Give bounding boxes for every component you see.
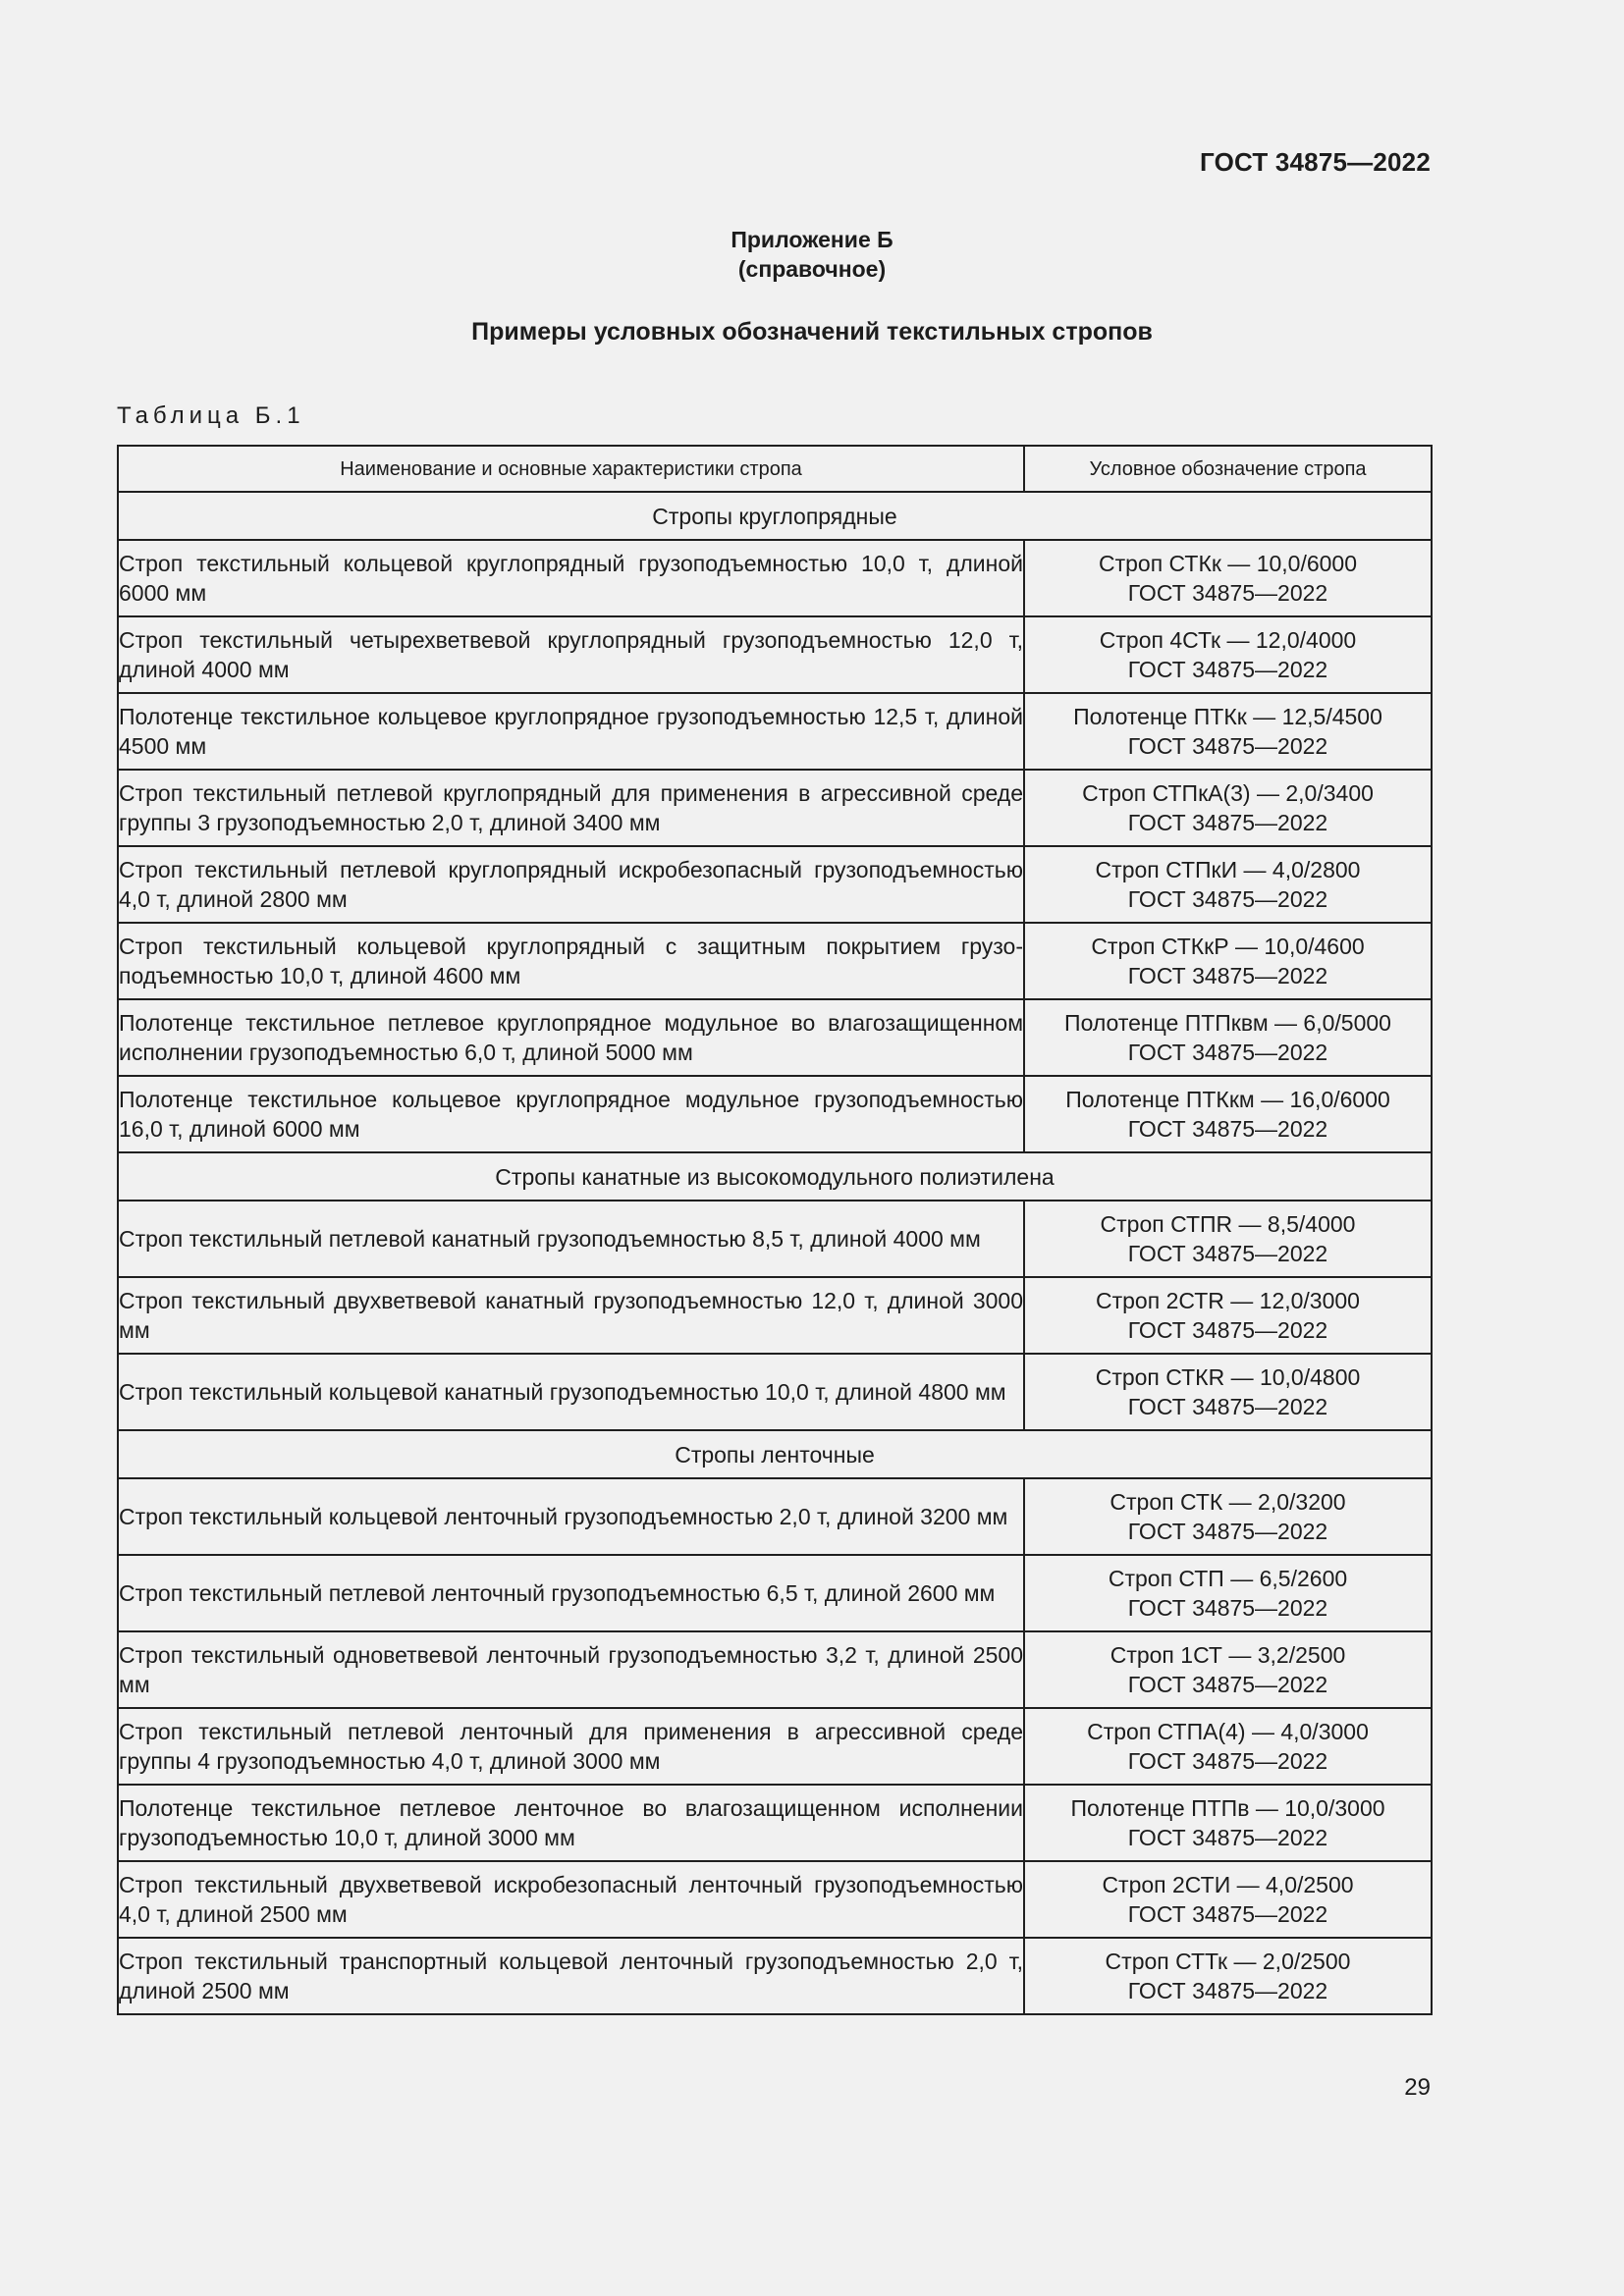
standard-reference: ГОСТ 34875—2022 (1127, 1040, 1328, 1065)
sling-description: Строп текстильный четырехветвевой круглопрядный грузоподъемностью 12,0 т, длиной 4000 мм (118, 616, 1024, 693)
sling-designation: Строп 1СТ — 3,2/2500 (1110, 1642, 1346, 1668)
sling-designation: Строп СТТк — 2,0/2500 (1105, 1949, 1351, 1974)
sling-designation: Строп 2СТИ — 4,0/2500 (1102, 1872, 1354, 1897)
sling-designation-table (117, 445, 1433, 2015)
sling-designation: Строп СТК — 2,0/3200 (1110, 1489, 1346, 1515)
table-row (118, 1354, 1432, 1430)
table-group-row (118, 1152, 1432, 1201)
column-header-name: Наименование и основные характеристики стропа (118, 446, 1024, 492)
table-row (118, 693, 1432, 770)
sling-designation-cell (1024, 923, 1432, 999)
standard-reference: ГОСТ 34875—2022 (1127, 1672, 1328, 1697)
table-row (118, 1555, 1432, 1631)
table-group-row (118, 492, 1432, 540)
sling-designation-cell (1024, 693, 1432, 770)
appendix-title: Примеры условных обозначений текстильных стропов (471, 318, 1153, 346)
standard-reference: ГОСТ 34875—2022 (1127, 657, 1328, 682)
sling-designation-cell (1024, 540, 1432, 616)
standard-reference: ГОСТ 34875—2022 (1127, 1978, 1328, 2003)
sling-designation: Строп СТПкИ — 4,0/2800 (1095, 857, 1361, 882)
sling-designation-cell (1024, 770, 1432, 846)
sling-description: Строп текстильный петлевой круглопрядный для применения в агрессивной среде группы 3 грузоподъемностью 2,0 т, длиной 3400 мм (118, 770, 1024, 846)
sling-designation-cell (1024, 1354, 1432, 1430)
sling-description: Строп текстильный петлевой ленточный грузоподъемностью 6,5 т, длиной 2600 мм (118, 1555, 1024, 1631)
table-row (118, 846, 1432, 923)
sling-description: Строп текстильный петлевой канатный грузоподъемностью 8,5 т, длиной 4000 мм (118, 1201, 1024, 1277)
table-group-row (118, 1430, 1432, 1478)
sling-designation-cell (1024, 1785, 1432, 1861)
sling-designation-cell (1024, 1277, 1432, 1354)
standard-reference: ГОСТ 34875—2022 (1127, 886, 1328, 912)
sling-designation-cell (1024, 1938, 1432, 2014)
sling-description: Строп текстильный одноветвевой ленточный грузоподъемностью 3,2 т, длиной 2500 мм (118, 1631, 1024, 1708)
standard-reference: ГОСТ 34875—2022 (1127, 1317, 1328, 1343)
sling-designation: Строп 2СТR — 12,0/3000 (1096, 1288, 1360, 1313)
table-row (118, 540, 1432, 616)
standard-reference: ГОСТ 34875—2022 (1127, 963, 1328, 988)
sling-designation: Строп 4СТк — 12,0/4000 (1099, 627, 1357, 653)
sling-designation: Полотенце ПТПквм — 6,0/5000 (1064, 1010, 1391, 1036)
sling-designation: Строп СТКк — 10,0/6000 (1098, 551, 1358, 576)
sling-description: Полотенце текстильное кольцевое круглопрядное грузоподъемностью 12,5 т, длиной 4500 мм (118, 693, 1024, 770)
sling-designation-cell (1024, 1478, 1432, 1555)
table-row (118, 1076, 1432, 1152)
sling-designation: Строп СТПкА(3) — 2,0/3400 (1082, 780, 1374, 806)
table-row (118, 999, 1432, 1076)
table-row (118, 1478, 1432, 1555)
table-row (118, 1631, 1432, 1708)
table-row (118, 1201, 1432, 1277)
standard-reference: ГОСТ 34875—2022 (1127, 810, 1328, 835)
table-row (118, 1708, 1432, 1785)
sling-description: Полотенце текстильное петлевое круглопрядное модульное во влагозащищенном исполнении грузоподъемностью 6,0 т, длиной 5000 мм (118, 999, 1024, 1076)
group-title: Стропы ленточные (118, 1430, 1432, 1478)
sling-description: Строп текстильный транспортный кольцевой ленточный грузоподъемностью 2,0 т, длиной 2500 мм (118, 1938, 1024, 2014)
sling-designation-cell (1024, 1076, 1432, 1152)
sling-description: Строп текстильный кольцевой круглопрядный с защитным покрытием грузоподъемностью 10,0 т, длиной 4600 мм (118, 923, 1024, 999)
column-header-designation: Условное обозначение стропа (1024, 446, 1432, 492)
standard-reference: ГОСТ 34875—2022 (1127, 1595, 1328, 1621)
table-row (118, 616, 1432, 693)
table-body (118, 492, 1432, 2014)
sling-designation-cell (1024, 1631, 1432, 1708)
standard-reference: ГОСТ 34875—2022 (1127, 1519, 1328, 1544)
table-row (118, 1938, 1432, 2014)
standard-reference: ГОСТ 34875—2022 (1127, 1241, 1328, 1266)
sling-description: Строп текстильный петлевой ленточный для применения в агрессивной среде группы 4 грузоподъемностью 4,0 т, длиной 3000 мм (118, 1708, 1024, 1785)
appendix-type: (справочное) (737, 256, 887, 282)
page-number: 29 (1404, 2074, 1431, 2101)
sling-description: Полотенце текстильное петлевое ленточное во влагозащищенном исполнении грузоподъемностью 10,0 т, длиной 3000 мм (118, 1785, 1024, 1861)
sling-designation-cell (1024, 846, 1432, 923)
sling-designation: Строп СТКкР — 10,0/4600 (1091, 934, 1365, 959)
sling-designation: Полотенце ПТПв — 10,0/3000 (1070, 1795, 1385, 1821)
table-row (118, 1785, 1432, 1861)
document-code: ГОСТ 34875—2022 (1200, 147, 1431, 177)
table-caption: Таблица Б.1 (117, 402, 305, 429)
sling-designation: Строп СТПА(4) — 4,0/3000 (1087, 1719, 1369, 1744)
sling-designation-cell (1024, 1555, 1432, 1631)
sling-description: Строп текстильный двухветвевой искробезопасный ленточный грузоподъемностью 4,0 т, длиной 2500 мм (118, 1861, 1024, 1938)
standard-reference: ГОСТ 34875—2022 (1127, 733, 1328, 759)
table-row (118, 923, 1432, 999)
appendix-label: Приложение Б (731, 227, 893, 252)
sling-designation: Полотенце ПТКк — 12,5/4500 (1073, 704, 1382, 729)
sling-designation-cell (1024, 999, 1432, 1076)
sling-description: Строп текстильный кольцевой круглопрядный грузоподъемностью 10,0 т, длиной 6000 мм (118, 540, 1024, 616)
sling-designation-cell (1024, 1201, 1432, 1277)
sling-designation-cell (1024, 1708, 1432, 1785)
sling-designation-cell (1024, 616, 1432, 693)
sling-description: Строп текстильный кольцевой канатный грузоподъемностью 10,0 т, длиной 4800 мм (118, 1354, 1024, 1430)
table-row (118, 770, 1432, 846)
sling-designation: Строп СТКR — 10,0/4800 (1095, 1364, 1361, 1390)
sling-designation-cell (1024, 1861, 1432, 1938)
standard-reference: ГОСТ 34875—2022 (1127, 580, 1328, 606)
group-title: Стропы круглопрядные (118, 492, 1432, 540)
sling-description: Строп текстильный петлевой круглопрядный искробезопасный грузоподъемностью 4,0 т, длиной 2800 мм (118, 846, 1024, 923)
sling-designation: Полотенце ПТКкм — 16,0/6000 (1065, 1087, 1390, 1112)
group-title: Стропы канатные из высокомодульного полиэтилена (118, 1152, 1432, 1201)
table-header-row (118, 446, 1432, 492)
sling-description: Полотенце текстильное кольцевое круглопрядное модульное грузоподъемностью 16,0 т, длиной 6000 мм (118, 1076, 1024, 1152)
sling-description: Строп текстильный двухветвевой канатный грузоподъемностью 12,0 т, длиной 3000 мм (118, 1277, 1024, 1354)
standard-reference: ГОСТ 34875—2022 (1127, 1901, 1328, 1927)
sling-designation: Строп СТП — 6,5/2600 (1108, 1566, 1348, 1591)
table-row (118, 1861, 1432, 1938)
standard-reference: ГОСТ 34875—2022 (1127, 1825, 1328, 1850)
standard-reference: ГОСТ 34875—2022 (1127, 1748, 1328, 1774)
sling-designation: Строп СТПR — 8,5/4000 (1100, 1211, 1356, 1237)
appendix-heading (0, 225, 1624, 284)
standard-reference: ГОСТ 34875—2022 (1127, 1394, 1328, 1419)
table-row (118, 1277, 1432, 1354)
sling-description: Строп текстильный кольцевой ленточный грузоподъемностью 2,0 т, длиной 3200 мм (118, 1478, 1024, 1555)
standard-reference: ГОСТ 34875—2022 (1127, 1116, 1328, 1142)
